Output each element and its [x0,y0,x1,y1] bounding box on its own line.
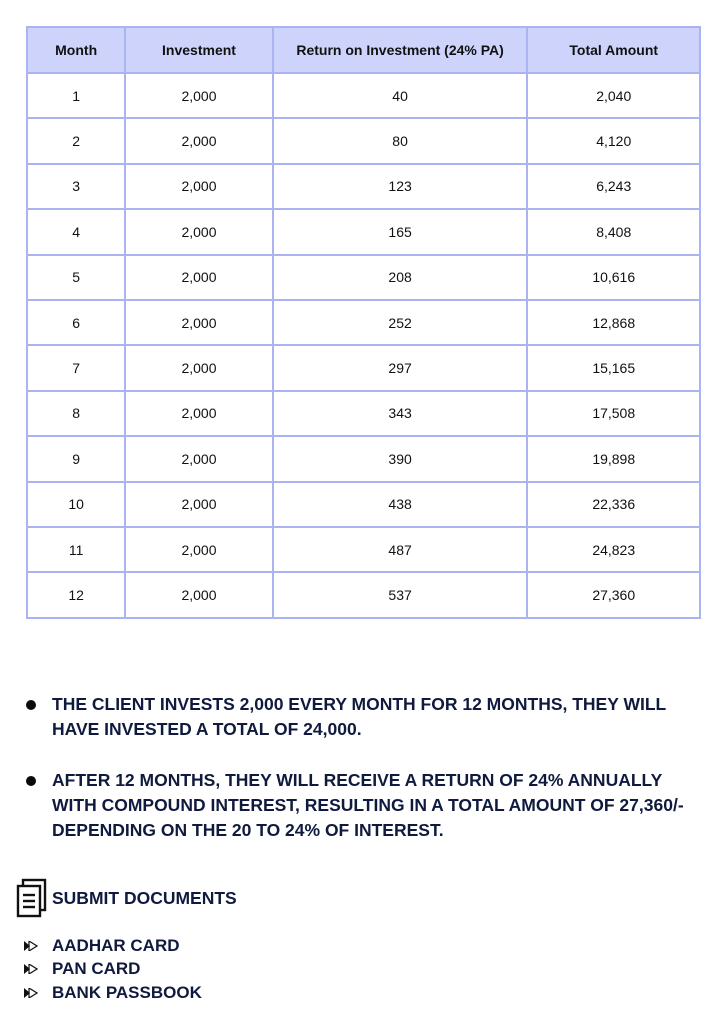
submit-documents-heading [16,878,237,918]
cell-investment: 2,000 [125,209,272,254]
cell-investment: 2,000 [125,164,272,209]
cell-investment: 2,000 [125,436,272,481]
bullet-dot-icon [26,776,36,786]
cell-return: 537 [273,572,528,617]
cell-return: 438 [273,482,528,527]
list-item [24,934,202,958]
cell-month: 8 [27,391,125,436]
bullet-text: THE CLIENT INVESTS 2,000 EVERY MONTH FOR 12 MONTHS, THEY WILL HAVE INVESTED A TOTAL OF 24,000. [52,694,666,739]
cell-investment: 2,000 [125,391,272,436]
cell-total: 15,165 [527,345,700,390]
cell-total: 2,040 [527,73,700,118]
header-return: Return on Investment (24% PA) [273,27,528,73]
double-arrow-icon [24,988,38,998]
summary-bullets [26,692,706,869]
cell-total: 10,616 [527,255,700,300]
cell-total: 24,823 [527,527,700,572]
cell-total: 17,508 [527,391,700,436]
cell-return: 390 [273,436,528,481]
table-row [27,300,700,345]
table-row [27,164,700,209]
table-row [27,527,700,572]
cell-return: 252 [273,300,528,345]
table-row [27,572,700,617]
bullet-dot-icon [26,700,36,710]
table-row [27,482,700,527]
document-label: AADHAR CARD [52,935,180,955]
table-row [27,255,700,300]
cell-month: 3 [27,164,125,209]
table-row [27,118,700,163]
header-month: Month [27,27,125,73]
cell-investment: 2,000 [125,482,272,527]
cell-month: 12 [27,572,125,617]
cell-return: 297 [273,345,528,390]
submit-documents-title: SUBMIT DOCUMENTS [52,887,237,908]
document-label: BANK PASSBOOK [52,982,202,1002]
cell-investment: 2,000 [125,118,272,163]
cell-investment: 2,000 [125,345,272,390]
cell-total: 8,408 [527,209,700,254]
cell-month: 7 [27,345,125,390]
cell-investment: 2,000 [125,255,272,300]
cell-month: 1 [27,73,125,118]
cell-return: 40 [273,73,528,118]
list-item [26,692,706,742]
header-investment: Investment [125,27,272,73]
cell-investment: 2,000 [125,572,272,617]
cell-month: 9 [27,436,125,481]
cell-month: 4 [27,209,125,254]
header-total: Total Amount [527,27,700,73]
double-arrow-icon [24,941,38,951]
list-item [24,958,202,982]
bullet-text: AFTER 12 MONTHS, THEY WILL RECEIVE A RETURN OF 24% ANNUALLY WITH COMPOUND INTEREST, RESULTING IN A TOTAL AMOUNT OF 27,360/- DEPENDING ON THE 20 TO 24% OF INTEREST. [52,770,684,840]
table-header-row [27,27,700,73]
investment-table [26,26,701,619]
document-label: PAN CARD [52,959,141,979]
list-item [24,981,202,1005]
cell-month: 5 [27,255,125,300]
table-row [27,436,700,481]
cell-return: 208 [273,255,528,300]
cell-investment: 2,000 [125,527,272,572]
table-row [27,209,700,254]
documents-list [24,934,202,1005]
cell-return: 165 [273,209,528,254]
cell-month: 11 [27,527,125,572]
cell-month: 2 [27,118,125,163]
table-row [27,391,700,436]
cell-return: 343 [273,391,528,436]
cell-month: 10 [27,482,125,527]
table-row [27,73,700,118]
cell-investment: 2,000 [125,73,272,118]
list-item [26,768,706,843]
cell-return: 123 [273,164,528,209]
cell-total: 6,243 [527,164,700,209]
document-icon [16,878,48,918]
cell-total: 4,120 [527,118,700,163]
table-row [27,345,700,390]
cell-investment: 2,000 [125,300,272,345]
cell-total: 27,360 [527,572,700,617]
cell-total: 12,868 [527,300,700,345]
double-arrow-icon [24,964,38,974]
cell-return: 487 [273,527,528,572]
cell-total: 19,898 [527,436,700,481]
cell-month: 6 [27,300,125,345]
cell-total: 22,336 [527,482,700,527]
cell-return: 80 [273,118,528,163]
